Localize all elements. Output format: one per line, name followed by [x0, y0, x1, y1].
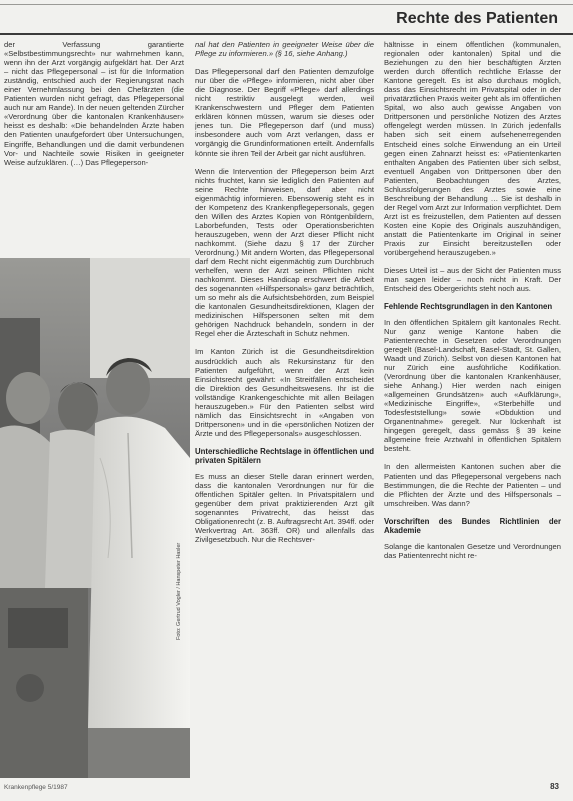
paragraph [195, 40, 374, 58]
header-rule [0, 4, 573, 5]
paragraph: Wenn die Intervention der Pflegeperson beim Arzt nichts fruchtet, kann sie lediglich den Patienten auf seine Rechte hinweisen, darf aber nicht eigenmächtig informieren. Ebensowenig steht es in der Kompetenz des Krankenpflegepersonals, gegen den Willen des Arztes Kopien von Röntgenbildern, Laborbefunden, Tests oder Operationsberichten herauszugeben, wenn der Arzt dieser Pflicht nicht nachkommt. (Siehe dazu § 17 der Zürcher Verordnung.) Mit andern Worten, das Pflegepersonal darf dem Recht nicht eigenmächtig zum Durchbruch verhelfen, wenn der Arzt seinen Pflichten nicht nachkommt. Dieses Handicap erschwert die Arbeit des sogenannten «Hilfspersonals» ganz beträchtlich, um so mehr als die Aufsichtsbehörden, zum Beispiel die kantonalen Gesundheitsdirektionen, Klagen der medizinischen Hilfspersonen selten mit dem gehörigen Nachdruck behandeln, sondern in der Regel eher die Ärzteschaft in Schutz nehmen. [195, 166, 374, 339]
paragraph: der Verfassung garantierte «Selbstbestimmungsrecht» nur wahrnehmen kann, wenn ihn der Arzt vorgängig aufgeklärt hat. Der Arzt – nicht das Pflegepersonal – ist für die Information zuständig, entschied auch der Regierungsrat nach einer Vernehmlassung bei den Chefärzten (die Patienten wurden nicht gefragt, das Pflegepersonal auch nur am Rande). In der neuen geltenden Zürcher «Verordnung über die kantonalen Krankenhäuser» heisst es deshalb: «Die behandelnden Ärzte haben den Patienten unaufgefordert über Untersuchungen, Eingriffe, Behandlungen und die damit verbundenen Vor- und Nachteile sowie Risiken in geeigneter Weise aufzuklären. (…) Das Pflegeperson- [4, 40, 184, 167]
paragraph: Das Pflegepersonal darf den Patienten demzufolge nur über die «Pflege» informieren, nicht aber über die Diagnose. Der Begriff «Pflege» darf allerdings nicht restriktiv ausgelegt werden, weil Krankenschwestern und Pfleger dem Patienten erklären können müssen, warum sie dieses oder jenes tun. Die Pflegeperson darf (und muss) insbesondere auch vom Arzt verlangen, dass er vorgängig die Grundinformationen erteilt. Andernfalls könnte sie ihren Teil der Arbeit gar nicht ausführen. [195, 67, 374, 158]
text-column-1 [4, 40, 184, 255]
paragraph: In den öffentlichen Spitälern gilt kantonales Recht. Nur ganz wenige Kantone haben die Patientenrechte in Gesetzen oder Verordnungen geregelt (Basel-Landschaft, Basel-Stadt, St. Gallen, Waadt und Zürich). Selbst von diesen Kantonen hat nur Zürich eine ausführliche Kodifikation. (Verordnung über die kantonalen Krankenhäuser, siehe Anhang.) Hier werden nach einigen «allgemeinen Grundsätzen» auch «Aufklärung», «Medizinische Eingriffe», «Sterbehilfe und Todesfeststellung» sowie «Obduktion und Organentnahme» geregelt. Nur lückenhaft ist hingegen geregelt, dass gemäss § 39 keine allgemeine freie Arztwahl in öffentlichen Spitälern besteht. [384, 317, 561, 454]
paragraph: Im Kanton Zürich ist die Gesundheitsdirektion ausdrücklich auch als Rekursinstanz für den Patienten aufgeführt, wenn der Arzt kein Einsichtsrecht gewährt: «In Streitfällen entscheidet die Direktion des Gesundheitswesens. Ihr ist die vollständige Krankengeschichte mit allen Beilagen herauszugeben.» Für den Patienten selbst wird nämlich das Einsichtsrecht in «Angaben von Drittpersonen» und in die «persönlichen Notizen der Ärzte und des Pflegepersonals» ausgeschlossen. [195, 347, 374, 438]
subheading: Vorschriften des Bundes Richtlinien der Akademie [384, 516, 561, 536]
header-underline [0, 33, 573, 35]
footer-publication: Krankenpflege 5/1987 [4, 784, 68, 791]
section-title: Rechte des Patienten [396, 10, 558, 27]
paragraph: hältnisse in einem öffentlichen (kommunalen, regionalen oder kantonalen) Spital und die Beziehungen zu den hier beschäftigten Ärzten werden durch öffentlich rechtliche Erlasse der Kantone geregelt. Es ist also durchaus möglich, dass das Einsichtsrecht im Privatspital oder in der privatärztlichen Praxis weiter geht als im öffentlichen Spital, wo also auch gewisse Angaben von Drittpersonen und persönliche Notizen des Arztes offengelegt werden müssen. In Zürich jedenfalls haben sich seit einem aufsehenerregenden Entscheid eines solche Einwendung an ein Urteil gegen einen Zahnarzt heisst es: «Patientenkarten enthalten Angaben des Patienten über sich selbst, eventuell Angaben von Drittpersonen über den Patienten, Beobachtungen des Arztes, Schlussfolgerungen des Arztes sowie eine Beschreibung der Behandlung … Sie ist deshalb in der Regel vom Arzt zur Information verpflichtet. Dem Arzt ist es freizustellen, dem Patienten auf dessen Kosten eine Kopie des Originals auszuhändigen, anstatt die Patientenkarte im Original in seiner Praxis zur Einsicht bereitzustellen oder vorübergehend herauszugeben.» [384, 40, 561, 258]
photo-illustration [0, 258, 190, 778]
subheading: Unterschiedliche Rechtslage in öffentlichen und privaten Spitälern [195, 446, 374, 466]
paragraph: Solange die kantonalen Gesetze und Verordnungen das Patientenrecht nicht re- [384, 541, 561, 560]
text-column-3 [384, 40, 561, 785]
text-column-2 [195, 40, 374, 785]
subheading: Fehlende Rechtsgrundlagen in den Kantonen [384, 302, 553, 312]
hospital-photo [0, 258, 190, 778]
paragraph: In den allermeisten Kantonen suchen aber die Patienten und das Pflegepersonal vergebens nach Bestimmungen, die die Rechte der Patienten – und die Pflichten der Ärzte und des Hilfspersonals – umschreiben. Was dann? [384, 462, 561, 508]
paragraph: Dieses Urteil ist – aus der Sicht der Patienten muss man sagen leider – noch nicht in Kraft. Der Entscheid des Obergerichts steht noch aus. [384, 266, 561, 294]
page-number: 83 [550, 782, 559, 791]
paragraph: Es muss an dieser Stelle daran erinnert werden, dass die kantonalen Verordnungen nur für die öffentlichen Spitäler gelten. In Privatspitälern und gegenüber dem privat praktizierenden Arzt gilt sogenanntes Privatrecht, das heisst das Obligationenrecht (z. B. Auftragsrecht Art. 394ff. oder Werkvertrag Art. 363ff. OR) und allenfalls das Zivilgesetzbuch. Nur die Rechtsver- [195, 471, 374, 545]
italic-quote: nal hat den Patienten in geeigneter Weise über die Pflege zu informieren.» (§ 16, siehe Anhang.) [195, 40, 374, 59]
photo-credit: Foto: Gertrud Vogler / Hanspeter Hasler [176, 542, 182, 640]
